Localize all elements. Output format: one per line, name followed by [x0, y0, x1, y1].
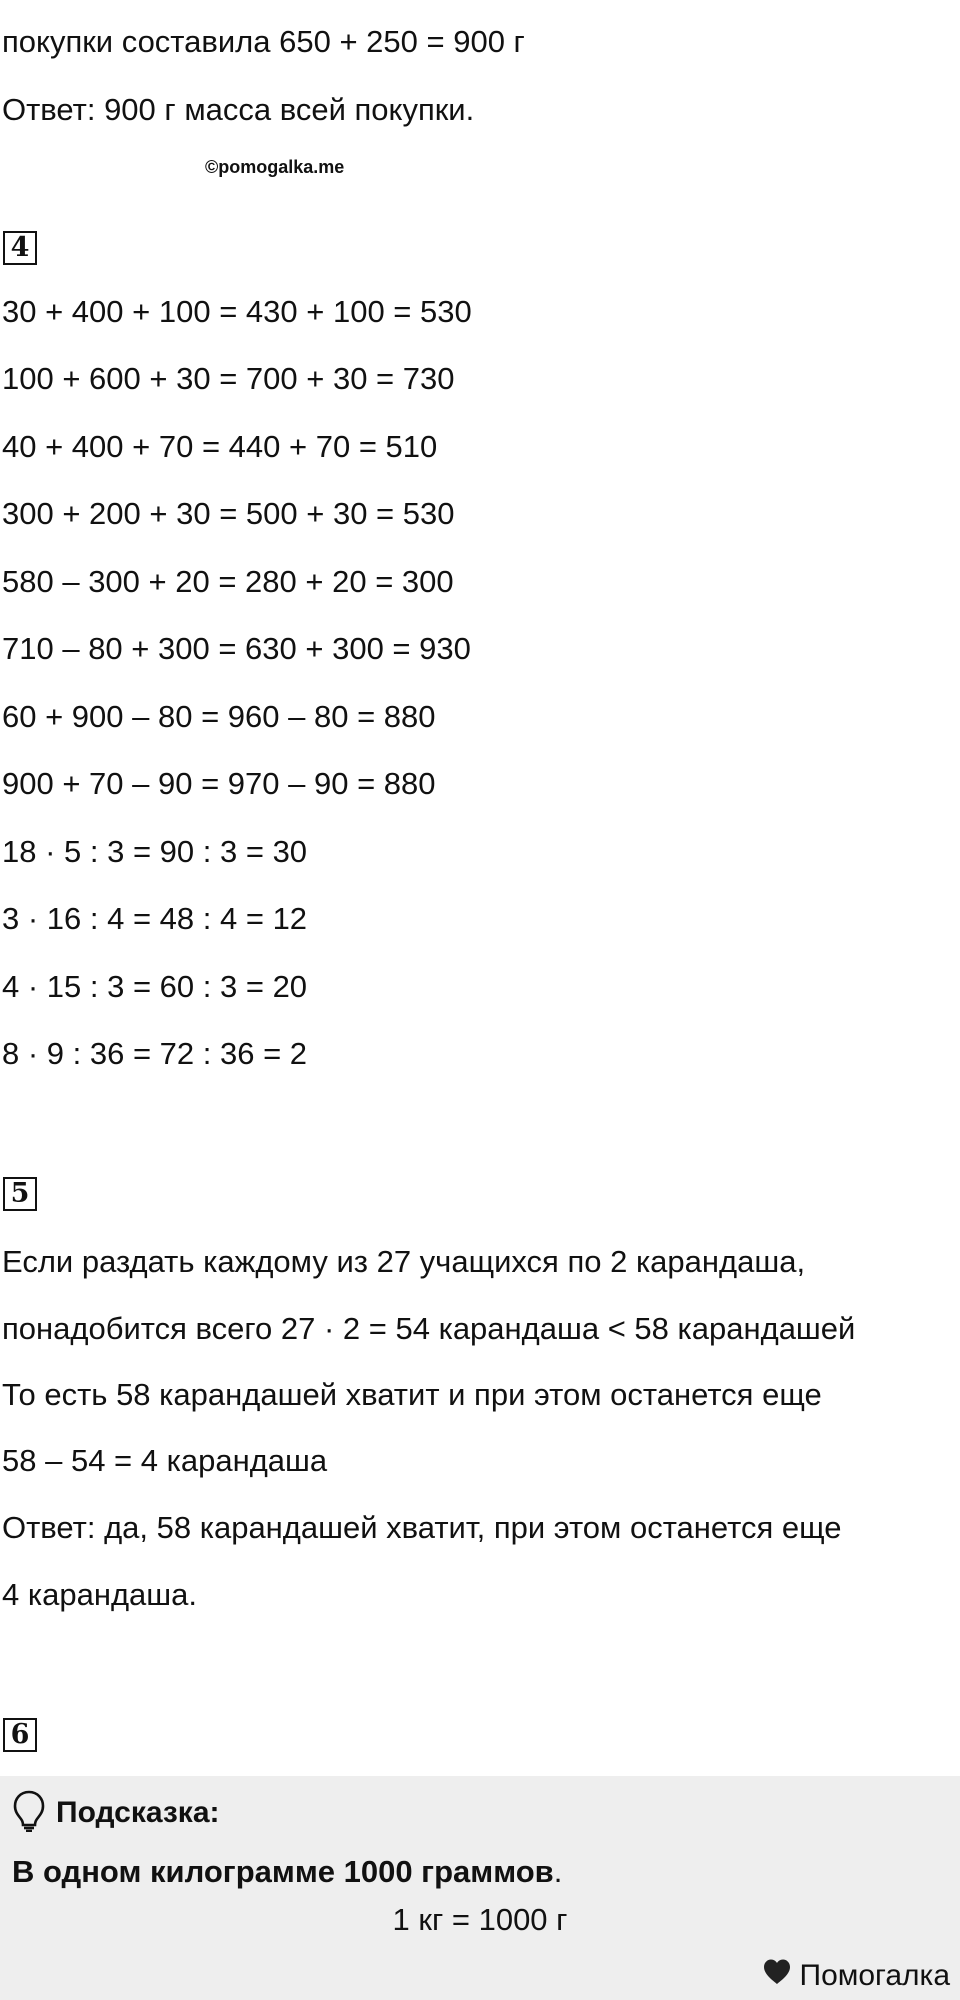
solution-line: Если раздать каждому из 27 учащихся по 2 карандаша,: [2, 1244, 806, 1279]
equation-line: 4 · 15 : 3 = 60 : 3 = 20: [2, 969, 308, 1004]
lightbulb-icon: [12, 1790, 46, 1837]
equation-line: 30 + 400 + 100 = 430 + 100 = 530: [2, 294, 472, 329]
intro-answer: Ответ: 900 г масса всей покупки.: [2, 92, 475, 127]
task-number-6: 6: [3, 1718, 37, 1752]
equation-line: 40 + 400 + 70 = 440 + 70 = 510: [2, 429, 438, 464]
equation-line: 100 + 600 + 30 = 700 + 30 = 730: [2, 361, 455, 396]
hint-formula: 1 кг = 1000 г: [392, 1902, 568, 1937]
equation-line: 900 + 70 – 90 = 970 – 90 = 880: [2, 766, 436, 801]
equation-line: 8 · 9 : 36 = 72 : 36 = 2: [2, 1036, 308, 1071]
brand-name: Помогалка: [799, 1958, 950, 1992]
task-number-4: 4: [3, 231, 37, 265]
hint-text-bold: В одном килограмме 1000 граммов: [12, 1854, 554, 1889]
hint-title: Подсказка:: [56, 1796, 220, 1829]
equation-line: 18 · 5 : 3 = 90 : 3 = 30: [2, 834, 308, 869]
equation-line: 710 – 80 + 300 = 630 + 300 = 930: [2, 631, 471, 666]
watermark: ©pomogalka.me: [205, 157, 345, 177]
solution-line: То есть 58 карандашей хватит и при этом останется еще: [2, 1377, 822, 1412]
intro-line-1: покупки составила 650 + 250 = 900 г: [2, 24, 525, 59]
equation-line: 60 + 900 – 80 = 960 – 80 = 880: [2, 699, 436, 734]
task-number-5: 5: [3, 1177, 37, 1211]
heart-icon: [762, 1958, 792, 1993]
brand: [762, 1958, 951, 1993]
hint-text: [12, 1852, 562, 1892]
hint-title-row: [12, 1788, 220, 1838]
hint-box: [0, 1776, 960, 2000]
equation-line: 300 + 200 + 30 = 500 + 30 = 530: [2, 496, 455, 531]
solution-line: 58 – 54 = 4 карандаша: [2, 1443, 328, 1478]
equation-line: 580 – 300 + 20 = 280 + 20 = 300: [2, 564, 454, 599]
solution-answer: Ответ: да, 58 карандашей хватит, при этом останется еще: [2, 1510, 842, 1545]
hint-text-end: .: [553, 1854, 563, 1889]
solution-line: понадобится всего 27 · 2 = 54 карандаша < 58 карандашей: [2, 1311, 856, 1346]
solution-answer: 4 карандаша.: [2, 1577, 197, 1612]
equation-line: 3 · 16 : 4 = 48 : 4 = 12: [2, 901, 308, 936]
